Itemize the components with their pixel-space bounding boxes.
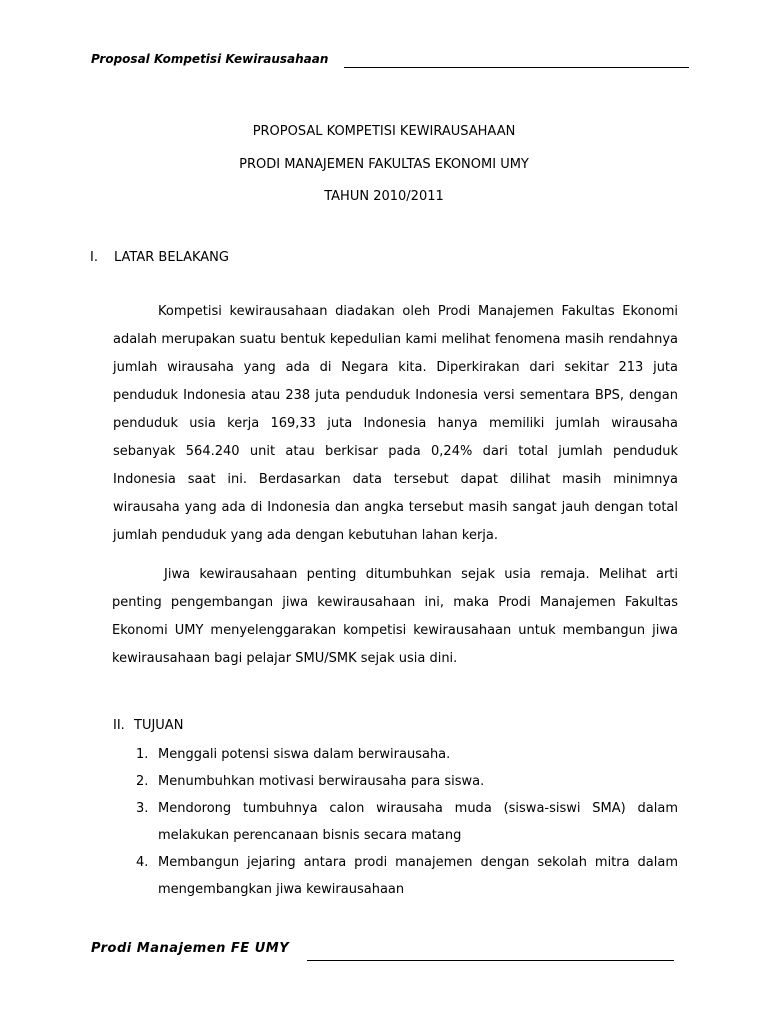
section-number: I. — [90, 250, 98, 265]
list-item — [136, 849, 678, 903]
list-item-text: Membangun jejaring antara prodi manajemen dengan sekolah mitra dalam mengembangkan jiwa kewirausahaan — [158, 855, 678, 897]
footer-rule — [307, 960, 674, 961]
section-title: LATAR BELAKANG — [114, 250, 229, 265]
list-item-number: 4. — [136, 855, 149, 870]
section-number: II. — [113, 718, 125, 733]
doc-title-line-2: PRODI MANAJEMEN FAKULTAS EKONOMI UMY — [239, 157, 529, 172]
list-item — [136, 795, 678, 849]
list-item-number: 3. — [136, 801, 149, 816]
list-item-text: Menumbuhkan motivasi berwirausaha para siswa. — [158, 774, 485, 789]
list-item-number: 1. — [136, 747, 149, 762]
list-item — [136, 768, 678, 795]
list-item-text: Mendorong tumbuhnya calon wirausaha muda (siswa-siswi SMA) dalam melakukan perencanaan bisnis secara matang — [158, 801, 678, 843]
header-rule — [344, 67, 689, 68]
list-item — [136, 741, 678, 768]
paragraph-latar-belakang-2: Jiwa kewirausahaan penting ditumbuhkan sejak usia remaja. Melihat arti penting pengembangan jiwa kewirausahaan ini, maka Prodi Manajemen Fakultas Ekonomi UMY menyelenggarakan kompetisi kewirausahaan untuk membangun jiwa kewirausahaan bagi pelajar SMU/SMK sejak usia dini. — [112, 567, 678, 666]
section-heading-latar-belakang — [90, 250, 229, 265]
doc-title-line-3: TAHUN 2010/2011 — [324, 189, 444, 204]
running-header: Proposal Kompetisi Kewirausahaan — [91, 52, 329, 66]
section-heading-tujuan — [113, 718, 183, 733]
running-footer: Prodi Manajemen FE UMY — [91, 941, 290, 956]
paragraph-latar-belakang-1: Kompetisi kewirausahaan diadakan oleh Prodi Manajemen Fakultas Ekonomi adalah merupakan suatu bentuk kepedulian kami melihat fenomena masih rendahnya jumlah wirausaha yang ada di Negara kita. Diperkirakan dari sekitar 213 juta penduduk Indonesia atau 238 juta penduduk Indonesia versi sementara BPS, dengan penduduk usia kerja 169,33 juta Indonesia hanya memiliki jumlah wirausaha sebanyak 564.240 unit atau berkisar pada 0,24% dari total jumlah penduduk Indonesia saat ini. Berdasarkan data tersebut dapat dilihat masih minimnya wirausaha yang ada di Indonesia dan angka tersebut masih sangat jauh dengan total jumlah penduduk yang ada dengan kebutuhan lahan kerja. — [113, 304, 678, 543]
doc-title-line-1: PROPOSAL KOMPETISI KEWIRAUSAHAAN — [252, 124, 516, 139]
section-title: TUJUAN — [134, 718, 184, 733]
list-item-text: Menggali potensi siswa dalam berwirausaha. — [158, 747, 451, 762]
list-item-number: 2. — [136, 774, 149, 789]
goals-list — [136, 741, 678, 903]
